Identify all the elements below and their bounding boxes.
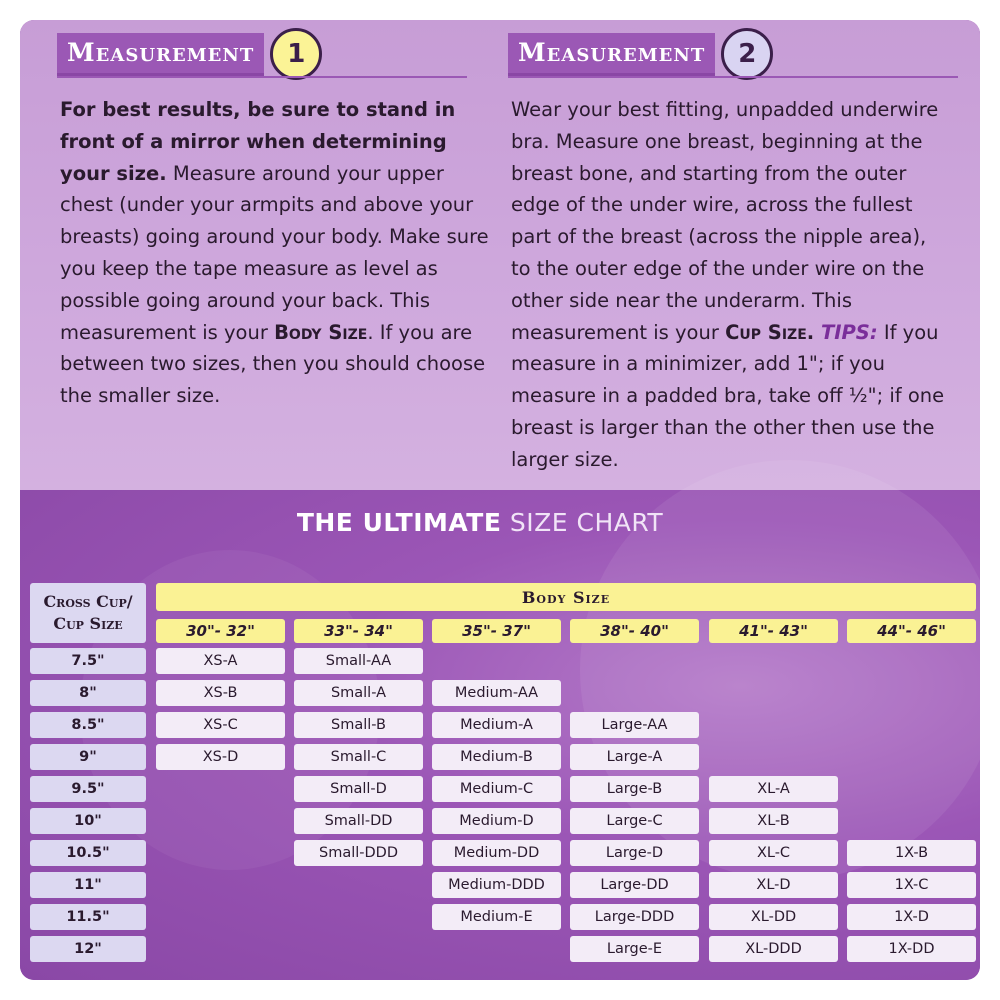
instructions-panel bbox=[20, 20, 980, 490]
size-cell: XS-B bbox=[156, 680, 285, 706]
cup-size-label: 9" bbox=[30, 744, 146, 770]
body-range-header: 41"- 43" bbox=[709, 619, 838, 643]
cross-cup-header bbox=[30, 583, 146, 643]
size-cell: XS-D bbox=[156, 744, 285, 770]
size-cell: Large-B bbox=[570, 776, 699, 802]
measurement-2-text-end: If you measure in a minimizer, add 1"; if you measure in a padded bra, take off ½"; if one breast is larger than the other then use the larger size. bbox=[511, 320, 945, 471]
measurement-1-instructions bbox=[60, 94, 490, 412]
size-cell: XS-C bbox=[156, 712, 285, 738]
size-cell: Small-DD bbox=[294, 808, 423, 834]
measurement-1-text: Measure around your upper chest (under your armpits and above your breasts) going around your body. Make sure you keep the tape measure as level as possible going around your back. This measurement is your bbox=[60, 161, 489, 344]
measurement-1-header bbox=[57, 28, 467, 80]
size-cell: Small-DDD bbox=[294, 840, 423, 866]
cup-size-label: 9.5" bbox=[30, 776, 146, 802]
size-cell: XL-C bbox=[709, 840, 838, 866]
size-cell: 1X-D bbox=[847, 904, 976, 930]
size-cell: Large-DDD bbox=[570, 904, 699, 930]
measurement-2-number-badge: 2 bbox=[721, 28, 773, 80]
size-cell: Medium-E bbox=[432, 904, 561, 930]
cup-size-label: 10" bbox=[30, 808, 146, 834]
size-cell: 1X-B bbox=[847, 840, 976, 866]
size-cell: XS-A bbox=[156, 648, 285, 674]
size-cell: Medium-DDD bbox=[432, 872, 561, 898]
body-range-header: 35"- 37" bbox=[432, 619, 561, 643]
size-cell: Medium-A bbox=[432, 712, 561, 738]
cup-size-term: Cup Size. bbox=[725, 320, 815, 344]
size-cell: Large-DD bbox=[570, 872, 699, 898]
size-cell: Medium-AA bbox=[432, 680, 561, 706]
measurement-1-number-badge: 1 bbox=[270, 28, 322, 80]
cup-size-label: 11.5" bbox=[30, 904, 146, 930]
size-cell: XL-D bbox=[709, 872, 838, 898]
size-cell: Large-E bbox=[570, 936, 699, 962]
cup-size-label: 10.5" bbox=[30, 840, 146, 866]
size-cell: 1X-DD bbox=[847, 936, 976, 962]
size-cell: Small-D bbox=[294, 776, 423, 802]
body-range-header: 38"- 40" bbox=[570, 619, 699, 643]
measurement-2-instructions bbox=[511, 94, 951, 476]
size-cell: 1X-C bbox=[847, 872, 976, 898]
chart-title-light: SIZE CHART bbox=[501, 508, 664, 537]
size-cell: Medium-C bbox=[432, 776, 561, 802]
cup-size-label: 11" bbox=[30, 872, 146, 898]
measurement-2-header bbox=[508, 28, 958, 80]
measurement-1-text-end: . If you are between two sizes, then you should choose the smaller size. bbox=[60, 320, 486, 408]
cup-size-label: 8.5" bbox=[30, 712, 146, 738]
measurement-2-label: Measurement bbox=[518, 38, 706, 67]
cup-size-label: 7.5" bbox=[30, 648, 146, 674]
size-cell: XL-DDD bbox=[709, 936, 838, 962]
body-range-header: 44"- 46" bbox=[847, 619, 976, 643]
size-guide-card bbox=[20, 20, 980, 980]
size-cell: Large-D bbox=[570, 840, 699, 866]
size-cell: Small-B bbox=[294, 712, 423, 738]
size-cell: XL-B bbox=[709, 808, 838, 834]
chart-title-bold: THE ULTIMATE bbox=[296, 508, 502, 537]
tips-label: TIPS: bbox=[814, 320, 878, 344]
cup-size-label: 8" bbox=[30, 680, 146, 706]
size-cell: Small-C bbox=[294, 744, 423, 770]
measurement-2-text: Wear your best fitting, unpadded underwire bra. Measure one breast, beginning at the breast bone, and starting from the outer edge of the under wire, across the fullest part of the breast (across the nipple area), to the outer edge of the under wire on the other side near the underarm. This measurement is your bbox=[511, 98, 939, 344]
measurement-1-label: Measurement bbox=[67, 38, 255, 67]
size-cell: Medium-B bbox=[432, 744, 561, 770]
size-cell: Large-A bbox=[570, 744, 699, 770]
size-cell: Medium-D bbox=[432, 808, 561, 834]
cup-size-label: 12" bbox=[30, 936, 146, 962]
size-cell: XL-DD bbox=[709, 904, 838, 930]
body-size-header: Body Size bbox=[156, 583, 976, 611]
cross-cup-header-line: Cup Size bbox=[53, 614, 123, 633]
size-chart-title bbox=[0, 508, 960, 537]
size-cell: Large-AA bbox=[570, 712, 699, 738]
size-cell: XL-A bbox=[709, 776, 838, 802]
body-size-term: Body Size bbox=[274, 320, 368, 344]
body-range-header: 33"- 34" bbox=[294, 619, 423, 643]
size-cell: Small-A bbox=[294, 680, 423, 706]
size-cell: Medium-DD bbox=[432, 840, 561, 866]
cross-cup-header-line: Cross Cup/ bbox=[43, 592, 133, 611]
measurement-1-lead: For best results, be sure to stand in front of a mirror when determining your size. bbox=[60, 98, 456, 185]
size-cell: Small-AA bbox=[294, 648, 423, 674]
size-cell: Large-C bbox=[570, 808, 699, 834]
body-range-header: 30"- 32" bbox=[156, 619, 285, 643]
